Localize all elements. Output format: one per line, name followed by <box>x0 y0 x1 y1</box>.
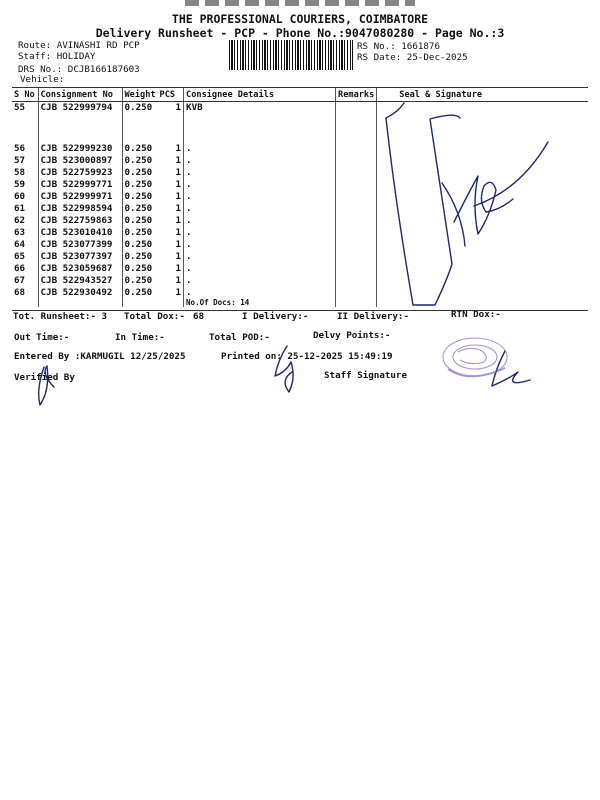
row-sno: 62 <box>14 214 26 226</box>
second-delivery: II Delivery:- <box>337 311 409 322</box>
row-consignment: CJB 523077399 <box>38 238 122 250</box>
row-weight: 0.250 <box>122 102 158 143</box>
row-consignment: CJB 522759923 <box>38 166 122 178</box>
row-consignee: . <box>184 166 336 178</box>
row-consignee: . <box>184 214 336 226</box>
row-consignment: CJB 522999230 <box>38 142 122 154</box>
row-consignee: . <box>184 190 336 202</box>
row-weight: 0.250 <box>122 214 158 226</box>
row-weight: 0.250 <box>122 142 158 154</box>
row-sno: 60 <box>14 190 26 202</box>
row-pcs: 1 <box>175 274 182 286</box>
row-consignee: . <box>184 154 336 166</box>
row-consignment: CJB 523059687 <box>38 262 122 274</box>
first-delivery: I Delivery:- <box>242 311 309 322</box>
row-consignee: . <box>184 250 336 262</box>
row-weight: 0.250 <box>122 286 158 298</box>
row-pcs: 1 <box>175 178 182 190</box>
col-remarks: Remarks <box>336 88 377 102</box>
row-pcs: 1 <box>175 262 182 274</box>
runsheet-subtitle: Delivery Runsheet - PCP - Phone No.:9047080280 - Page No.:3 <box>95 26 505 40</box>
row-weight: 0.250 <box>122 250 158 262</box>
row-consignment: CJB 522930492 <box>38 286 122 298</box>
row-pcs: 1 <box>175 238 182 250</box>
row-weight: 0.250 <box>122 274 158 286</box>
seal-bracket-signature <box>386 103 460 305</box>
row-consignment: CJB 523010410 <box>38 226 122 238</box>
row-weight: 0.250 <box>122 262 158 274</box>
row-pcs: 1 <box>175 286 182 298</box>
row-consignee: . <box>184 226 336 238</box>
stamp-signature <box>492 351 530 386</box>
delvy-points: Delvy Points:- <box>313 330 391 341</box>
row-pcs: 1 <box>175 190 182 202</box>
row-pcs: 1 <box>175 202 182 214</box>
staff-label: Staff: HOLIDAY <box>18 51 96 62</box>
total-pod: Total POD:- <box>209 332 270 343</box>
row-sno: 66 <box>14 262 26 274</box>
row-consignee: KVB <box>184 102 336 143</box>
row-weight: 0.250 <box>122 202 158 214</box>
row-sno: 68 <box>14 286 26 298</box>
printed-on: Printed on: 25-12-2025 15:49:19 <box>221 351 393 362</box>
row-consignment: CJB 522998594 <box>38 202 122 214</box>
row-sno: 58 <box>14 166 26 178</box>
col-seal: Seal & Signature <box>377 88 588 102</box>
row-pcs: 1 <box>175 250 182 262</box>
rs-number: RS No.: 1661876 <box>357 41 440 52</box>
row-consignment: CJB 523000897 <box>38 154 122 166</box>
row-consignment: CJB 523077397 <box>38 250 122 262</box>
col-consignee: Consignee Details <box>184 88 336 102</box>
total-dox-label: Total Dox:- <box>124 311 185 322</box>
tot-runsheet: Tot. Runsheet:- 3 <box>13 311 108 322</box>
vehicle-label: Vehicle: <box>20 74 65 85</box>
no-of-docs: No.Of Docs: 14 <box>184 298 336 307</box>
row-sno: 65 <box>14 250 26 262</box>
row-sno: 61 <box>14 202 26 214</box>
row-consignment: CJB 522759863 <box>38 214 122 226</box>
row-consignee: . <box>184 286 336 298</box>
row-consignee: . <box>184 274 336 286</box>
row-weight: 0.250 <box>122 154 158 166</box>
drs-number: DRS No.: DCJB166187603 <box>18 64 140 75</box>
row-consignee: . <box>184 178 336 190</box>
in-time: In Time:- <box>115 332 165 343</box>
row-weight: 0.250 <box>122 178 158 190</box>
row-pcs: 1 <box>175 102 182 113</box>
row-consignee: . <box>184 262 336 274</box>
row-pcs: 1 <box>175 142 182 154</box>
row-weight: 0.250 <box>122 190 158 202</box>
total-dox-value: 68 <box>193 311 205 322</box>
out-time: Out Time:- <box>14 332 70 343</box>
col-weight: Weight <box>122 88 158 102</box>
row-consignee: . <box>184 202 336 214</box>
row-pcs: 1 <box>175 214 182 226</box>
row-consignment: CJB 522943527 <box>38 274 122 286</box>
row-pcs: 1 <box>175 166 182 178</box>
row-weight: 0.250 <box>122 238 158 250</box>
row-weight: 0.250 <box>122 166 158 178</box>
row-weight: 0.250 <box>122 226 158 238</box>
seal-handwritten-signature <box>442 142 548 246</box>
row-sno: 63 <box>14 226 26 238</box>
row-sno: 56 <box>14 142 26 154</box>
verified-by-signature <box>39 366 54 405</box>
row-sno: 55 <box>14 102 26 113</box>
verified-by: Verified By <box>14 372 75 383</box>
row-consignment: CJB 522999771 <box>38 178 122 190</box>
route-label: Route: AVINASHI RD PCP <box>18 40 140 51</box>
staff-signature-mark <box>275 346 293 392</box>
rubber-stamp <box>443 338 507 376</box>
rs-date: RS Date: 25-Dec-2025 <box>357 52 468 63</box>
row-pcs: 1 <box>175 154 182 166</box>
staff-signature-label: Staff Signature <box>324 370 407 381</box>
row-sno: 59 <box>14 178 26 190</box>
row-pcs: 1 <box>175 226 182 238</box>
rtn-dox: RTN Dox:- <box>451 309 501 320</box>
row-consignee: . <box>184 142 336 154</box>
col-consignment: Consignment No <box>38 88 122 102</box>
row-sno: 57 <box>14 154 26 166</box>
entered-by: Entered By :KARMUGIL 12/25/2025 <box>14 351 186 362</box>
row-sno: 67 <box>14 274 26 286</box>
row-consignment: CJB 522999971 <box>38 190 122 202</box>
company-title: THE PROFESSIONAL COURIERS, COIMBATORE <box>171 12 429 26</box>
row-consignment: CJB 522999794 <box>38 102 122 143</box>
col-sno: S No <box>12 88 38 102</box>
col-pcs: PCS <box>158 88 184 102</box>
row-consignee: . <box>184 238 336 250</box>
row-sno: 64 <box>14 238 26 250</box>
